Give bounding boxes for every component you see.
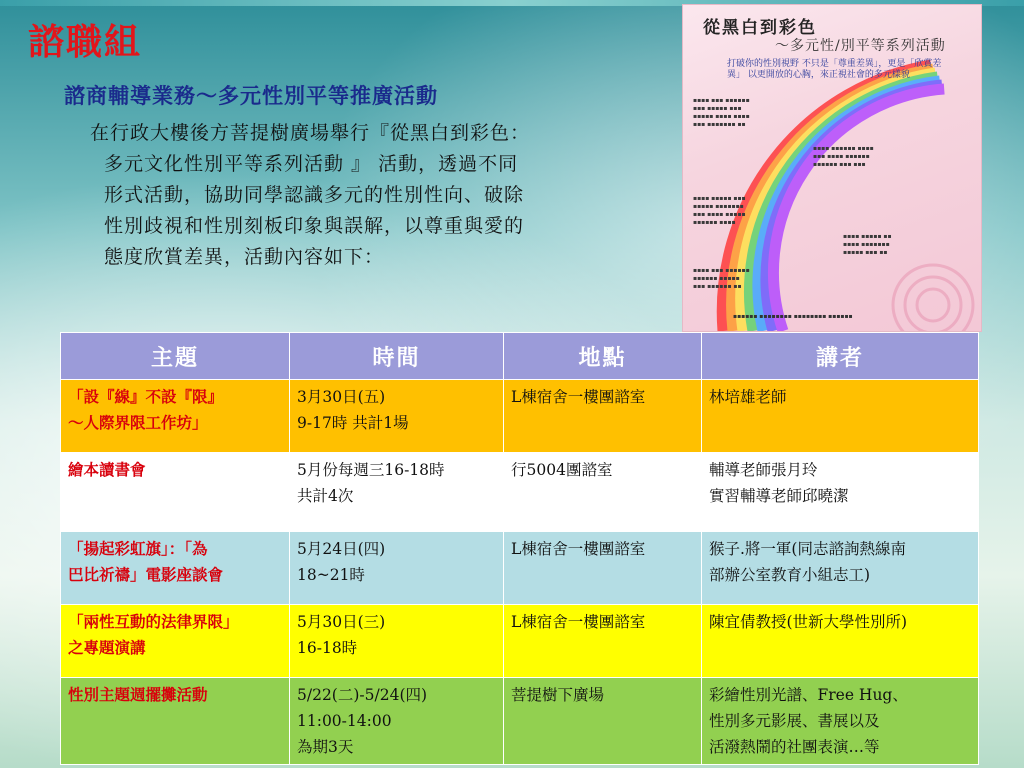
poster-fine-print: ▪▪▪▪ ▪▪▪▪▪▪ ▪▪▪▪ ▪▪▪ ▪▪▪▪ ▪▪▪▪▪▪ ▪▪▪▪▪▪ ▪▪▪ ▪▪▪ [813,145,874,168]
speaker-cell [702,453,979,532]
poster-fine-print: ▪▪▪▪ ▪▪▪▪▪ ▪▪▪ ▪▪▪▪▪ ▪▪▪▪▪▪▪ ▪▪▪ ▪▪▪▪ ▪▪▪▪▪ ▪▪▪▪▪▪ ▪▪▪▪ [693,195,746,226]
cell-line: 繪本讀書會 [68,460,146,479]
intro-line: 態度欣賞差異，活動內容如下： [104,246,385,268]
topic-cell [61,453,290,532]
time-cell [290,380,504,453]
topic-cell [61,532,290,605]
cell-line: 「設『線』不設『限』 [68,387,224,406]
cell-line: 5/22(二)-5/24(四) [297,686,428,704]
poster-title: 從黑白到彩色 [703,18,817,38]
table-row [61,605,979,678]
poster-footer: ▪▪▪▪▪▪ ▪▪▪▪▪▪▪▪ ▪▪▪▪▪▪▪▪ ▪▪▪▪▪▪ [733,313,853,320]
time-cell [290,453,504,532]
cell-line: 部辦公室教育小組志工) [709,566,871,584]
topic-cell [61,380,290,453]
column-header-topic: 主題 [61,333,290,380]
column-header-speaker: 講者 [702,333,979,380]
intro-line: 形式活動，協助同學認識多元的性別性向、破除 [104,184,525,206]
poster-fine-print: ▪▪▪▪ ▪▪▪ ▪▪▪▪▪▪ ▪▪▪ ▪▪▪▪▪ ▪▪▪ ▪▪▪▪▪ ▪▪▪▪ ▪▪▪▪ ▪▪▪ ▪▪▪▪▪▪▪ ▪▪ [693,97,750,128]
cell-line: 為期3天 [297,738,354,756]
speaker-cell [702,380,979,453]
speaker-cell [702,532,979,605]
cell-line: 活潑熱鬧的社團表演…等 [709,738,880,756]
cell-line: 彩繪性別光譜、Free Hug、 [709,686,908,704]
cell-line: 猴子.將一軍(同志諮詢熱線南 [709,540,906,558]
intro-line: 性別歧視和性別刻板印象與誤解，以尊重與愛的 [104,215,525,237]
cell-line: 共計4次 [297,487,354,505]
cell-line: 18~21時 [297,566,365,584]
place-cell [504,678,702,765]
place-cell [504,453,702,532]
cell-line: 行5004團諮室 [511,461,613,479]
cell-line: 林培雄老師 [709,388,787,406]
intro-paragraph [90,118,650,273]
topic-cell [61,678,290,765]
place-cell [504,532,702,605]
place-cell [504,605,702,678]
poster-fine-print: ▪▪▪▪ ▪▪▪ ▪▪▪▪▪▪ ▪▪▪▪▪▪ ▪▪▪▪▪ ▪▪▪ ▪▪▪▪▪▪ ▪▪ [693,267,750,290]
cell-line: 「兩性互動的法律界限」 [68,612,239,631]
events-table [60,332,979,765]
cell-line: L棟宿舍一樓團諮室 [511,388,646,406]
column-header-time: 時間 [290,333,504,380]
cell-line: 5月份每週三16-18時 [297,461,445,479]
cell-line: 「揚起彩虹旗」：「為 [68,539,208,558]
event-poster-image [682,4,982,332]
cell-line: 9-17時 共計1場 [297,414,409,432]
cell-line: 菩提樹下廣場 [511,686,605,704]
cell-line: 巴比祈禱」電影座談會 [68,565,224,584]
intro-line: 多元文化性別平等系列活動 』 活動，透過不同 [104,153,519,175]
cell-line: L棟宿舍一樓團諮室 [511,540,646,558]
poster-tagline: 打破你的性別視野 不只是「尊重差異」，更是「欣賞差異」 以更開放的心胸，來正視社會的多元樣貌 [727,59,942,80]
poster-fine-print: ▪▪▪▪ ▪▪▪▪▪ ▪▪ ▪▪▪▪ ▪▪▪▪▪▪▪ ▪▪▪▪▪ ▪▪▪ ▪▪ [843,233,892,256]
cell-line: 3月30日(五) [297,388,386,406]
speaker-cell [702,678,979,765]
page-title: 諮職組 [28,21,143,63]
cell-line: 陳宜倩教授(世新大學性別所) [709,613,908,631]
speaker-cell [702,605,979,678]
time-cell [290,532,504,605]
table-row [61,532,979,605]
intro-line: 在行政大樓後方菩提樹廣場舉行『從黑白到彩色： [90,122,531,144]
cell-line: 5月24日(四) [297,540,386,558]
poster-subtitle: ～多元性/別平等系列活動 [775,38,946,54]
table-header-row [61,333,979,380]
cell-line: 11:00-14:00 [297,712,392,730]
time-cell [290,605,504,678]
table-row [61,453,979,532]
cell-line: 性別多元影展、書展以及 [709,712,880,730]
topic-cell [61,605,290,678]
time-cell [290,678,504,765]
table-row [61,380,979,453]
cell-line: 性別主題週擺攤活動 [68,685,208,704]
cell-line: 之專題演講 [68,638,146,657]
cell-line: L棟宿舍一樓團諮室 [511,613,646,631]
cell-line: ～人際界限工作坊」 [68,413,208,432]
place-cell [504,380,702,453]
column-header-place: 地點 [504,333,702,380]
cell-line: 輔導老師張月玲 [709,461,818,479]
table-row [61,678,979,765]
cell-line: 16-18時 [297,639,358,657]
cell-line: 5月30日(三) [297,613,386,631]
cell-line: 實習輔導老師邱曉潔 [709,487,849,505]
section-subtitle: 諮商輔導業務～多元性別平等推廣活動 [64,83,438,108]
